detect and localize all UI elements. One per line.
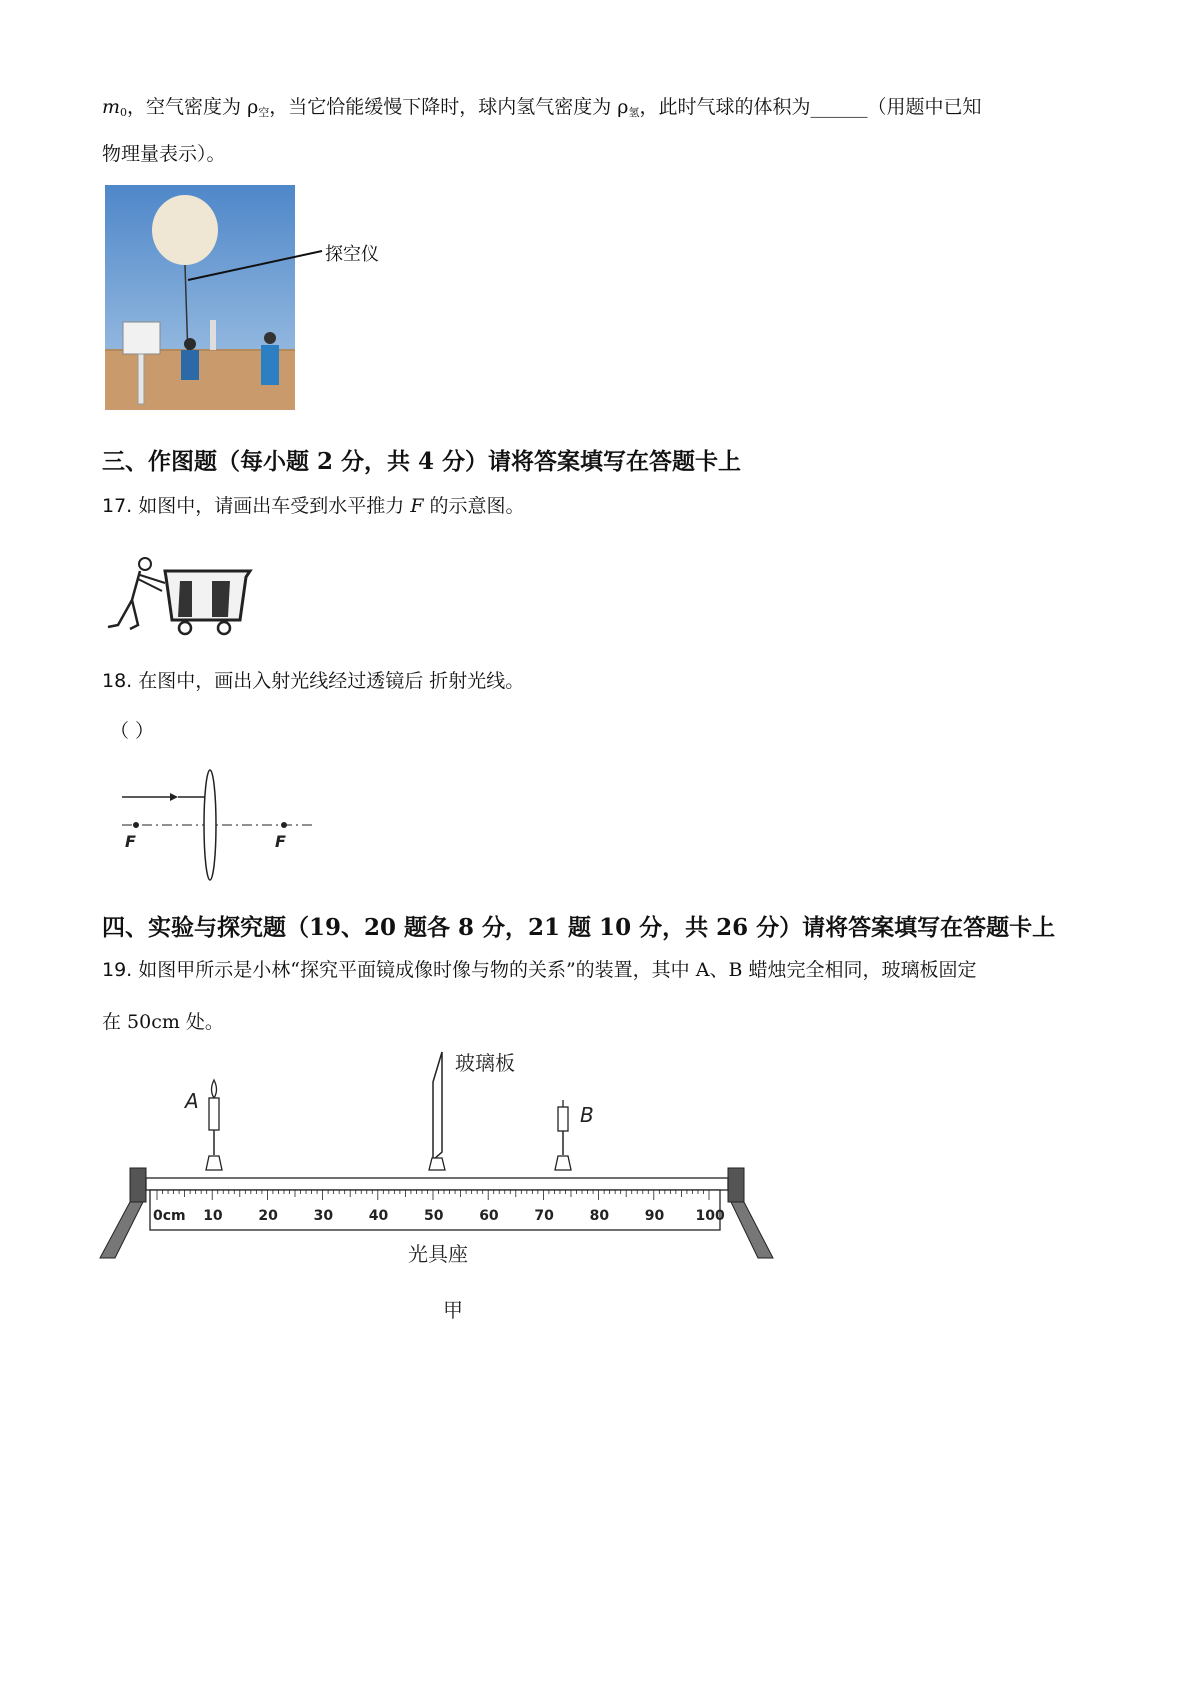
- q17-text-before: 如图中，请画出车受到水平推力: [132, 495, 411, 517]
- scale-tick-label: 30: [313, 1208, 334, 1224]
- balloon-figure: [100, 180, 420, 415]
- scale-tick-label: 100: [695, 1208, 725, 1224]
- glass-plate: [433, 1052, 442, 1160]
- intro-line-1: [102, 98, 981, 118]
- balloon-label: 探空仪: [325, 244, 379, 265]
- q18-answer-blank: （ ）: [110, 720, 155, 742]
- weather-box: [123, 322, 160, 354]
- candle-a-flame: [212, 1080, 217, 1098]
- candle-b: [558, 1107, 568, 1131]
- q18-number: 18.: [102, 670, 133, 692]
- holder-glass: [429, 1158, 445, 1170]
- bench-end-left: [130, 1168, 146, 1202]
- focus-label-left: F: [125, 832, 136, 851]
- sub-zero: 0: [120, 106, 128, 119]
- q17-var-f: F: [410, 495, 424, 517]
- section-3-heading: 三、作图题（每小题 2 分，共 4 分）请将答案填写在答题卡上: [102, 448, 742, 475]
- figure-caption: 甲: [443, 1298, 463, 1322]
- glass-label: 玻璃板: [455, 1051, 515, 1075]
- candle-b-label: B: [580, 1103, 594, 1127]
- section-4-heading: 四、实验与探究题（19、20 题各 8 分，21 题 10 分，共 26 分）请将答案填写在答题卡上: [102, 914, 1056, 941]
- leg-left: [100, 1202, 143, 1258]
- bench-label: 光具座: [408, 1242, 468, 1266]
- cart-body: [165, 571, 250, 620]
- focus-point-left: [133, 822, 139, 828]
- focus-label-right: F: [275, 832, 286, 851]
- person-left: [181, 350, 199, 380]
- scale-tick-label: 60: [479, 1208, 499, 1224]
- cart-figure: [100, 555, 260, 640]
- intro-text-1: ，空气密度为 ρ: [127, 96, 259, 118]
- optical-bench-figure: [95, 1040, 795, 1330]
- scale-tick-label: 0cm: [153, 1208, 186, 1224]
- q18-text: 在图中，画出入射光线经过透镜后 折射光线。: [132, 670, 525, 692]
- lens-figure: [100, 765, 335, 885]
- holder-b: [555, 1156, 571, 1170]
- q19-number: 19.: [102, 959, 133, 981]
- question-17: [102, 497, 525, 516]
- intro-line-2: 物理量表示）。: [102, 143, 226, 165]
- scale-tick-label: 90: [644, 1208, 665, 1224]
- q19-text-1: 如图甲所示是小林“探究平面镜成像时像与物的关系”的装置，其中 A、B 蜡烛完全相同，玻璃板固定: [132, 959, 977, 981]
- scale-tick-label: 50: [424, 1208, 444, 1224]
- intro-text-2: ，当它恰能缓慢下降时，球内氢气密度为 ρ: [269, 96, 629, 118]
- balloon: [152, 195, 218, 265]
- q17-text-after: 的示意图。: [423, 495, 525, 517]
- scale-tick-label: 80: [589, 1208, 610, 1224]
- person-head: [139, 558, 151, 570]
- person-arms: [138, 575, 165, 591]
- sub-hydrogen: 氢: [628, 106, 640, 119]
- holder-a: [206, 1156, 222, 1170]
- q17-number: 17.: [102, 495, 133, 517]
- leg-right: [731, 1202, 773, 1258]
- scale-tick-label: 40: [368, 1208, 389, 1224]
- convex-lens: [204, 770, 216, 880]
- bench-end-right: [728, 1168, 744, 1202]
- focus-point-right: [281, 822, 287, 828]
- var-m: m: [102, 96, 121, 118]
- scale-tick-label: 10: [203, 1208, 223, 1224]
- question-19-line-2: 在 50cm 处。: [102, 1011, 224, 1033]
- cart-wheel-left: [179, 622, 191, 634]
- scale-tick-label: 20: [258, 1208, 278, 1224]
- intro-text-3: ，此时气球的体积为______（用题中已知: [639, 96, 982, 118]
- person-body: [108, 571, 140, 629]
- question-18: [102, 672, 524, 691]
- candle-a: [209, 1098, 219, 1130]
- bench-rail: [146, 1178, 728, 1190]
- cart-wheel-right: [218, 622, 230, 634]
- person-right: [261, 345, 279, 385]
- sub-air: 空: [258, 106, 270, 119]
- incident-ray-arrow: [170, 793, 178, 801]
- scale-tick-label: 70: [534, 1208, 554, 1224]
- question-19-line-1: [102, 961, 976, 980]
- candle-a-label: A: [185, 1089, 199, 1113]
